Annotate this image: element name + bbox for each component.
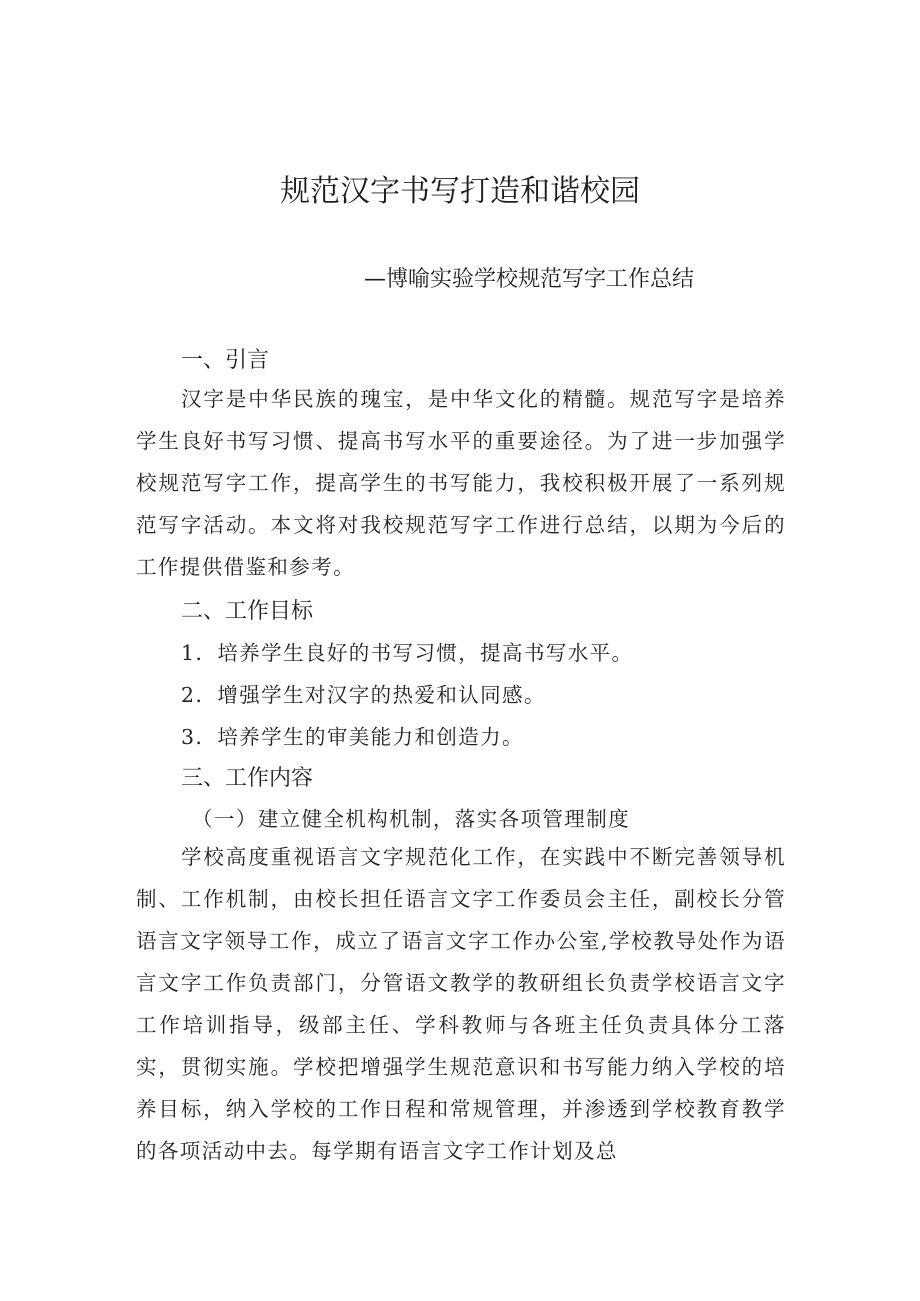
document-subtitle: —博喻实验学校规范写字工作总结 — [364, 267, 695, 292]
goal-item-2: 2．增强学生对汉字的热爱和认同感。 — [181, 683, 546, 707]
goal-item-1: 1．培养学生良好的书写习惯，提高书写水平。 — [181, 641, 634, 665]
content-subheading-1: （一）建立健全机构机制，落实各项管理制度 — [192, 807, 630, 831]
section-heading-goals: 二、工作目标 — [181, 599, 314, 624]
section-heading-content: 三、工作内容 — [181, 766, 314, 791]
document-title: 规范汉字书写打造和谐校园 — [280, 174, 640, 209]
section-heading-introduction: 一、引言 — [181, 348, 270, 373]
goal-item-3: 3．培养学生的审美能力和创造力。 — [181, 725, 524, 749]
content-paragraph-1: 学校高度重视语言文字规范化工作，在实践中不断完善领导机制、工作机制，由校长担任语言文字工作委员会主任，副校长分管语言文字领导工作，成立了语言文字工作办公室,学校教导处作为语言文字工作负责部门，分管语文教学的教研组长负责学校语言文字工作培训指导，级部主任、学科教师与各班主任负责具体分工落实，贯彻实施。学校把增强学生规范意识和书写能力纳入学校的培养目标，纳入学校的工作日程和常规管理，并渗透到学校教育教学的各项活动中去。每学期有语言文字工作计划及总 — [136, 845, 786, 1163]
introduction-paragraph: 汉字是中华民族的瑰宝，是中华文化的精髓。规范写字是培养学生良好书写习惯、提高书写水平的重要途径。为了进一步加强学校规范写字工作，提高学生的书写能力，我校积极开展了一系列规范写字活动。本文将对我校规范写字工作进行总结，以期为今后的工作提供借鉴和参考。 — [136, 387, 786, 579]
